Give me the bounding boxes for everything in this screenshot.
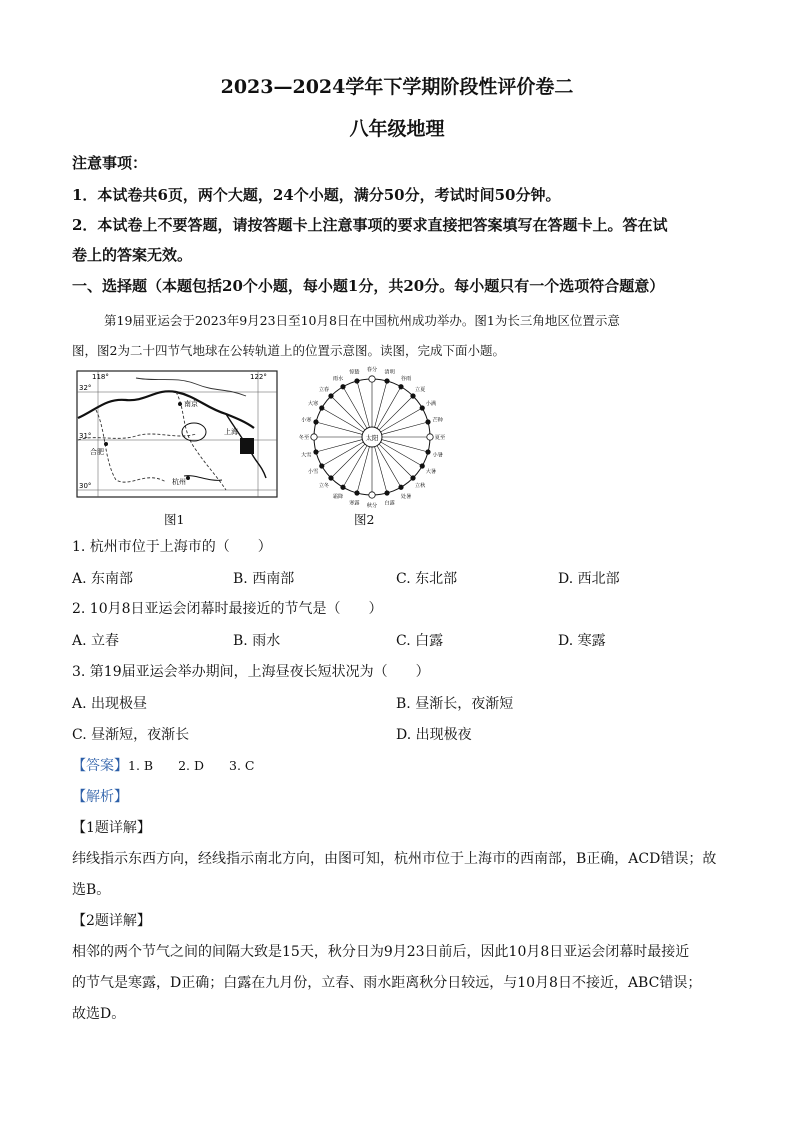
earth-position-marker [369, 376, 375, 382]
earth-position-marker [355, 379, 359, 383]
q2-stem: 2. 10月8日亚运会闭幕时最接近的节气是（ ） [72, 601, 383, 617]
solar-term-label: 寒露 [349, 500, 360, 507]
solar-term-label: 清明 [384, 369, 395, 376]
q3-option-c[interactable]: C. 昼渐短，夜渐长 [72, 727, 190, 743]
solar-term-label: 冬至 [298, 435, 310, 441]
answer-row [72, 755, 254, 775]
earth-position-marker [311, 434, 317, 440]
orbit-spoke [382, 422, 428, 434]
earth-position-marker [314, 420, 318, 424]
section-intro-line1: 第19届亚运会于2023年9月23日至10月8日在中国杭州成功举办。图1为长三角地区位置示意 [104, 313, 620, 328]
earth-position-marker [369, 492, 375, 498]
solar-term-label: 大寒 [307, 401, 319, 407]
solar-term-label: 秋分 [366, 503, 378, 509]
q1-stem: 1. 杭州市位于上海市的（ ） [72, 539, 272, 555]
solar-term-label: 大暑 [425, 469, 437, 475]
earth-position-marker [426, 420, 430, 424]
earth-position-marker [411, 476, 415, 480]
figure2-caption: 图2 [354, 512, 375, 527]
orbit-spoke [375, 447, 387, 493]
earth-position-marker [411, 394, 415, 398]
place-label: 合肥 [90, 448, 104, 456]
solar-term-label: 小雪 [307, 469, 319, 475]
solar-term-label: 白露 [384, 500, 395, 507]
q1-detail-line1: 纬线指示东西方向，经线指示南北方向，由图可知，杭州市位于上海市的西南部，B正确，ACD错误；故 [72, 851, 717, 867]
lon-label: 122° [250, 373, 267, 381]
orbit-spoke [375, 381, 387, 427]
lat-label: 31° [79, 432, 92, 440]
lat-label: 32° [79, 384, 92, 392]
section-heading: 一、选择题（本题包括20个小题，每小题1分，共20分。每小题只有一个选项符合题意） [72, 277, 665, 295]
notes-item-2-line1: 2．本试卷上不要答题，请按答题卡上注意事项的要求直接把答案填写在答题卡上。答在试 [72, 216, 668, 234]
lat-label: 30° [79, 482, 92, 490]
earth-position-marker [385, 491, 389, 495]
orbit-spoke [382, 440, 428, 452]
earth-position-marker [314, 450, 318, 454]
earth-position-marker [329, 476, 333, 480]
orbit-spoke [316, 440, 362, 452]
solar-term-label: 雨水 [332, 376, 344, 383]
earth-position-marker [320, 406, 324, 410]
orbit-spoke [331, 444, 365, 478]
earth-position-marker [420, 464, 424, 468]
q1-detail-line2: 选B。 [72, 882, 111, 898]
solar-term-label: 立夏 [414, 386, 426, 393]
orbit-spoke [379, 396, 413, 430]
orbit-spoke [357, 447, 369, 493]
place-label: 上海 [224, 428, 238, 436]
q2-detail-line2: 的节气是寒露，D正确；白露在九月份，立春、雨水距离秋分日较远，与10月8日不接近，ABC错误； [72, 975, 702, 991]
sun-label: 太阳 [365, 434, 379, 442]
notes-item-2-line2: 卷上的答案无效。 [72, 246, 193, 264]
figure2-orbit [298, 367, 446, 509]
solar-term-label: 小暑 [432, 452, 443, 459]
solar-term-label: 处暑 [400, 493, 412, 500]
solar-term-label: 立春 [318, 386, 330, 393]
q3-option-b[interactable]: B. 昼渐长，夜渐短 [396, 696, 514, 712]
solar-term-label: 大雪 [301, 452, 312, 459]
figure1-caption: 图1 [164, 512, 185, 527]
figure1-map [76, 370, 278, 498]
solar-term-label: 霜降 [332, 493, 344, 500]
q2-option-a[interactable]: A. 立春 [72, 633, 120, 649]
earth-position-marker [385, 379, 389, 383]
section-intro-line2: 图，图2为二十四节气地球在公转轨道上的位置示意图。读图，完成下面小题。 [72, 343, 505, 358]
orbit-spoke [316, 422, 362, 434]
q2-detail-heading: 【2题详解】 [72, 913, 151, 929]
earth-position-marker [320, 464, 324, 468]
q1-option-b[interactable]: B. 西南部 [233, 571, 295, 587]
q3-option-a[interactable]: A. 出现极昼 [72, 696, 148, 712]
q2-detail-line3: 故选D。 [72, 1006, 126, 1022]
q2-option-b[interactable]: B. 雨水 [233, 633, 281, 649]
q1-detail-heading: 【1题详解】 [72, 820, 151, 836]
solar-term-label: 惊蛰 [349, 369, 360, 376]
earth-position-marker [399, 385, 403, 389]
earth-position-marker [329, 394, 333, 398]
orbit-spoke [357, 381, 369, 427]
q2-option-c[interactable]: C. 白露 [396, 633, 444, 649]
orbit-spoke [379, 444, 413, 478]
q1-option-c[interactable]: C. 东北部 [396, 571, 458, 587]
solar-term-label: 谷雨 [400, 376, 412, 383]
q2-detail-line1: 相邻的两个节气之间的间隔大致是15天，秋分日为9月23日前后，因此10月8日亚运会闭幕时最接近 [72, 944, 690, 960]
answer-label: 【答案】 [72, 758, 128, 774]
notes-item-1: 1．本试卷共6页，两个大题，24个小题，满分50分，考试时间50分钟。 [72, 186, 561, 204]
solar-term-label: 小寒 [301, 417, 312, 424]
q3-option-d[interactable]: D. 出现极夜 [396, 727, 472, 743]
earth-position-marker [420, 406, 424, 410]
solar-term-label: 立秋 [414, 483, 426, 490]
q3-stem: 3. 第19届亚运会举办期间，上海昼夜长短状况为（ ） [72, 664, 430, 680]
solar-term-label: 夏至 [434, 435, 446, 441]
answer-values: 1. B 2. D 3. C [128, 758, 255, 773]
earth-position-marker [341, 385, 345, 389]
earth-position-marker [426, 450, 430, 454]
exam-title: 2023—2024学年下学期阶段性评价卷二 [220, 76, 574, 98]
place-label: 南京 [184, 400, 198, 408]
earth-position-marker [427, 434, 433, 440]
earth-position-marker [341, 485, 345, 489]
solar-term-label: 芒种 [432, 417, 443, 424]
orbit-spoke [331, 396, 365, 430]
solar-term-label: 立冬 [318, 483, 330, 490]
notes-heading: 注意事项： [72, 154, 148, 172]
q2-option-d[interactable]: D. 寒露 [558, 633, 606, 649]
solar-term-label: 春分 [366, 367, 378, 373]
analysis-label: 【解析】 [72, 789, 128, 805]
q1-option-a[interactable]: A. 东南部 [72, 571, 134, 587]
earth-position-marker [399, 485, 403, 489]
q1-option-d[interactable]: D. 西北部 [558, 571, 620, 587]
lon-label: 118° [92, 373, 109, 381]
solar-term-label: 小满 [425, 401, 437, 407]
earth-position-marker [355, 491, 359, 495]
exam-subtitle: 八年级地理 [349, 118, 445, 140]
place-label: 杭州 [172, 478, 186, 486]
